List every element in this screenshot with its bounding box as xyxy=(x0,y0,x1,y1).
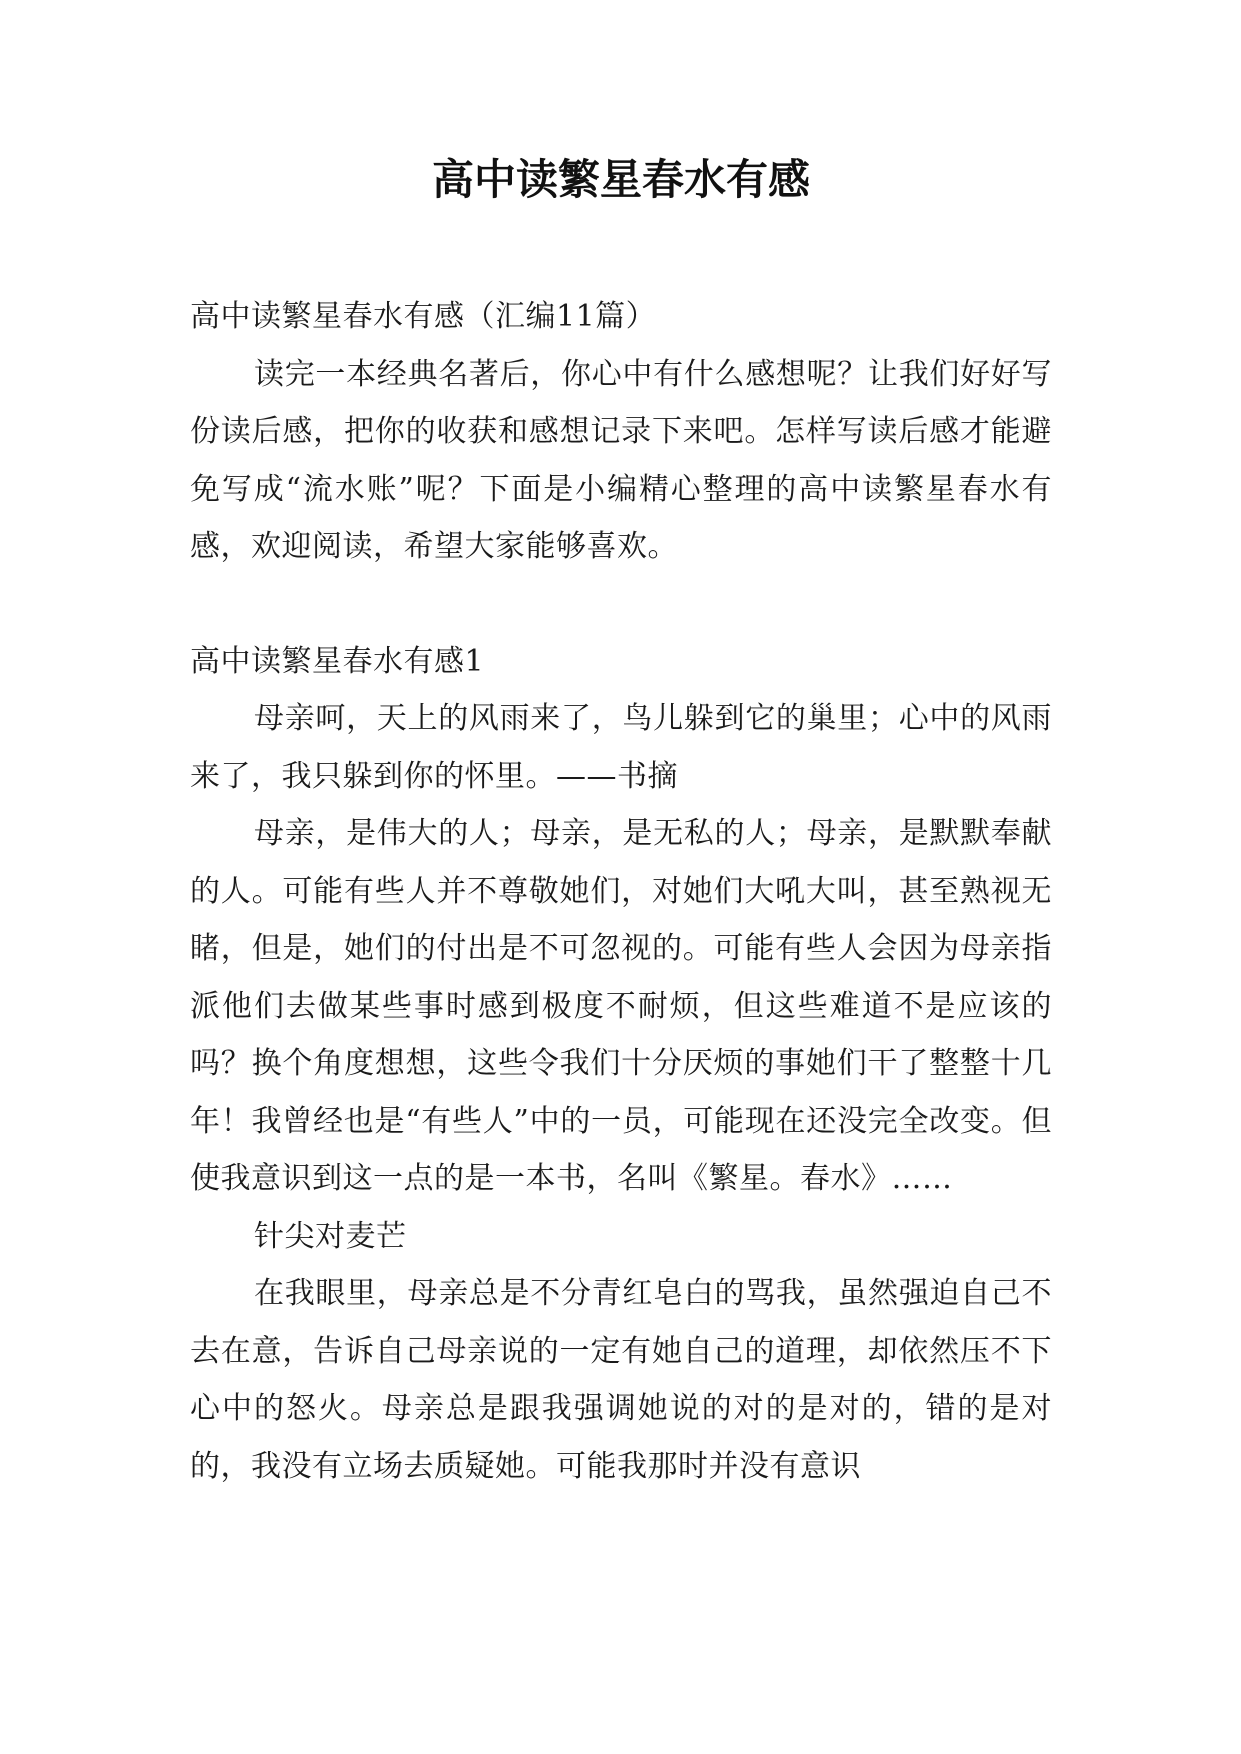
document-subtitle: 高中读繁星春水有感（汇编11篇） xyxy=(190,299,657,334)
subheading: 针尖对麦芒 xyxy=(254,1218,407,1254)
body-paragraph-1: 母亲，是伟大的人；母亲，是无私的人；母亲，是默默奉献的人。可能有些人并不尊敬她们，对她们大吼大叫，甚至熟视无睹，但是，她们的付出是不可忽视的。可能有些人会因为母亲指派他们去做某些事时感到极度不耐烦，但这些难道不是应该的吗？换个角度想想，这些令我们十分厌烦的事她们干了整整十几年！我曾经也是“有些人”中的一员，可能现在还没完全改变。但使我意识到这一点的是一本书，名叫《繁星。春水》…… xyxy=(190,816,1052,1196)
document-page xyxy=(190,150,1052,1495)
quote-paragraph: 母亲呵，天上的风雨来了，鸟儿躲到它的巢里；心中的风雨来了，我只躲到你的怀里。——书摘 xyxy=(190,701,1052,794)
body-paragraph-2: 在我眼里，母亲总是不分青红皂白的骂我，虽然强迫自己不去在意，告诉自己母亲说的一定有她自己的道理，却依然压不下心中的怒火。母亲总是跟我强调她说的对的是对的，错的是对的，我没有立场去质疑她。可能我那时并没有意识 xyxy=(190,1276,1052,1484)
intro-paragraph: 读完一本经典名著后，你心中有什么感想呢？让我们好好写份读后感，把你的收获和感想记录下来吧。怎样写读后感才能避免写成“流水账”呢？下面是小编精心整理的高中读繁星春水有感，欢迎阅读，希望大家能够喜欢。 xyxy=(190,356,1052,564)
document-title: 高中读繁星春水有感 xyxy=(431,155,810,204)
section-heading: 高中读繁星春水有感1 xyxy=(190,643,485,679)
section-gap xyxy=(190,576,1052,633)
